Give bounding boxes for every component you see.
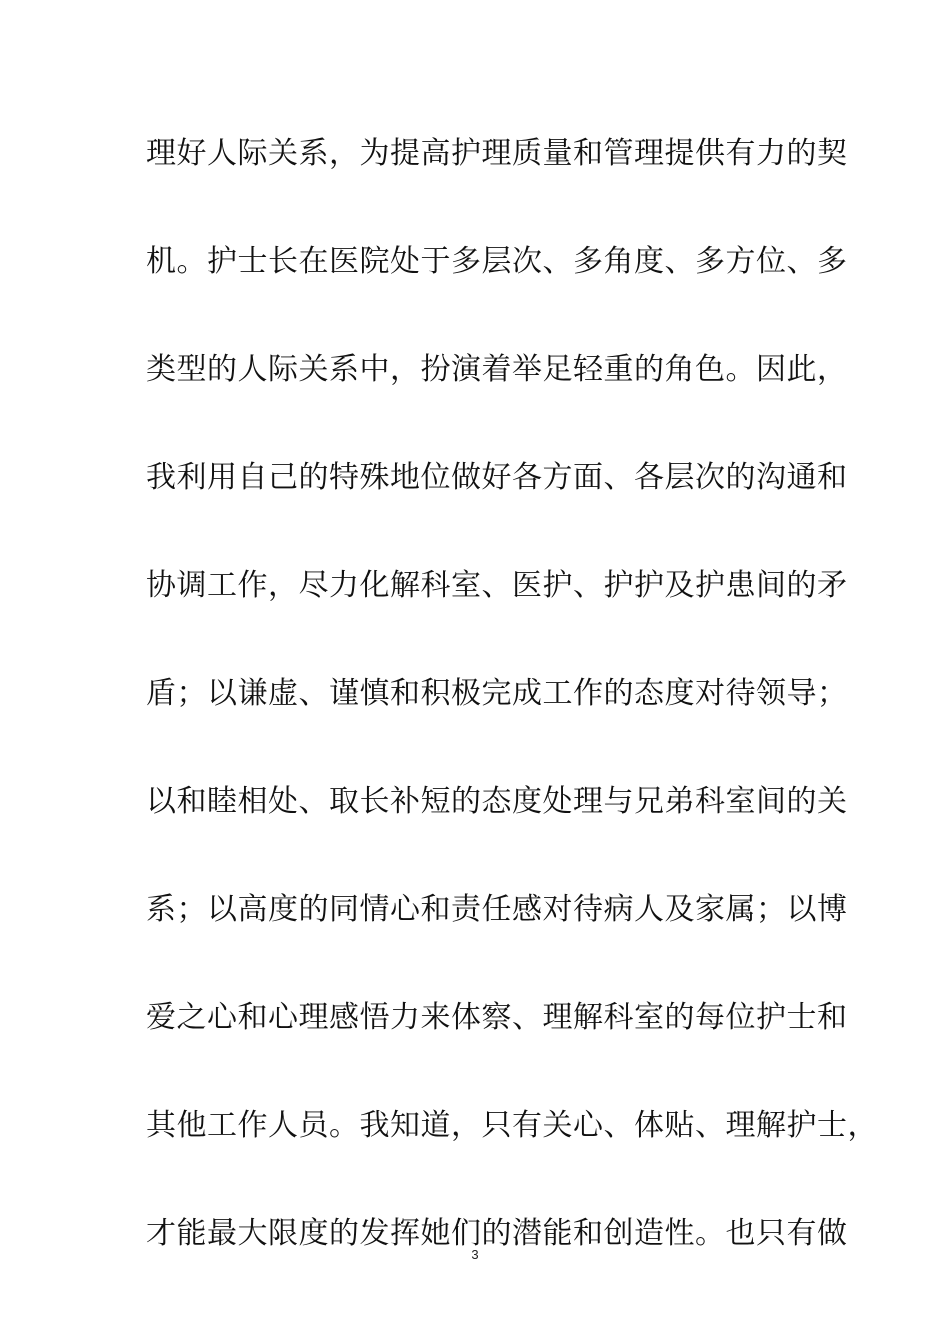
text-line: 才能最大限度的发挥她们的潜能和创造性。也只有做 [146, 1216, 848, 1251]
text-line: 系；以高度的同情心和责任感对待病人及家属；以博 [146, 892, 848, 927]
text-line: 以和睦相处、取长补短的态度处理与兄弟科室间的关 [146, 784, 848, 819]
text-line: 其他工作人员。我知道，只有关心、体贴、理解护士， [146, 1108, 878, 1143]
text-line: 爱之心和心理感悟力来体察、理解科室的每位护士和 [146, 1000, 848, 1035]
page-number: 3 [471, 1247, 479, 1262]
text-line: 机。护士长在医院处于多层次、多角度、多方位、多 [146, 244, 848, 279]
text-line: 类型的人际关系中，扮演着举足轻重的角色。因此， [146, 352, 848, 387]
text-line: 协调工作，尽力化解科室、医护、护护及护患间的矛 [146, 568, 848, 603]
text-line: 我利用自己的特殊地位做好各方面、各层次的沟通和 [146, 460, 848, 495]
body-text [146, 120, 878, 1308]
text-line: 盾；以谦虚、谨慎和积极完成工作的态度对待领导； [146, 676, 848, 711]
text-line: 理好人际关系，为提高护理质量和管理提供有力的契 [146, 136, 848, 171]
